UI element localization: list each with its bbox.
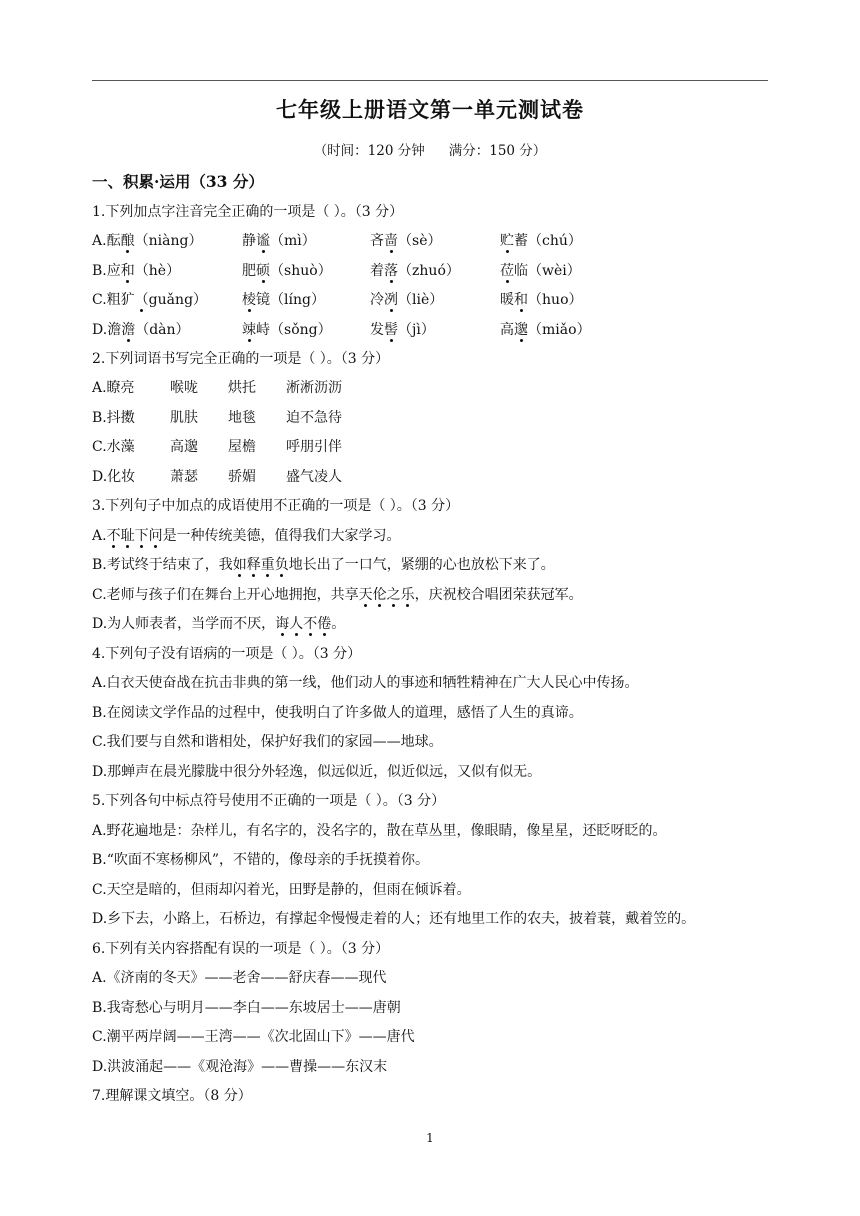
q1-stem: 1.下列加点字注音完全正确的一项是（ ）。（3 分） bbox=[92, 204, 404, 220]
q1-a-4: 贮蓄（chú） bbox=[500, 233, 582, 249]
emphasis-char: 如 bbox=[232, 557, 247, 573]
q1-b-2: 肥硕（shuò） bbox=[242, 263, 332, 279]
emphasis-char: 之 bbox=[386, 587, 401, 603]
q5-option-a: A.野花遍地是：杂样儿，有名字的，没名字的，散在草丛里，像眼睛，像星星，还眨呀眨的。 bbox=[92, 823, 667, 839]
emphasis-char: 释 bbox=[246, 557, 261, 573]
q1-c-4: 暖和（huo） bbox=[500, 292, 583, 308]
q2-a-1: A.瞭亮 bbox=[92, 380, 135, 396]
q3-c-rest: ，庆祝校合唱团荣获冠军。 bbox=[414, 587, 583, 603]
emphasis-char: 人 bbox=[289, 616, 304, 632]
q2-option-b bbox=[92, 408, 406, 428]
emphasis-char: 乐 bbox=[400, 587, 415, 603]
q6-option-b: B.我寄愁心与明月——李白——东坡居士——唐朝 bbox=[92, 1000, 401, 1016]
q2-c-1: C.水藻 bbox=[92, 439, 135, 455]
q3-b-prefix: B.考试终于结束了，我 bbox=[92, 557, 233, 573]
q3-option-c bbox=[92, 585, 583, 605]
q3-b-idiom bbox=[233, 557, 289, 573]
q6-option-c: C.潮平两岸阔——王湾——《次北固山下》——唐代 bbox=[92, 1029, 415, 1045]
exam-score: 满分：150 分） bbox=[448, 143, 547, 159]
q5-option-b: B.“吹面不寒杨柳风”，不错的，像母亲的手抚摸着你。 bbox=[92, 852, 430, 868]
emphasis-char: 问 bbox=[148, 528, 163, 544]
emphasis-char: 伦 bbox=[372, 587, 387, 603]
q2-a-3: 烘托 bbox=[228, 380, 256, 396]
q2-stem: 2.下列词语书写完全正确的一项是（ ）。（3 分） bbox=[92, 351, 390, 367]
q3-a-idiom bbox=[107, 528, 163, 544]
q2-option-a bbox=[92, 378, 406, 398]
q1-d-3: 发髻（jì） bbox=[370, 322, 435, 338]
emphasis-char: 棱 bbox=[242, 292, 256, 308]
q4-option-c: C.我们要与自然和谐相处，保护好我们的家园——地球。 bbox=[92, 734, 443, 750]
q4-stem: 4.下列句子没有语病的一项是（ ）。（3 分） bbox=[92, 646, 362, 662]
q2-d-1: D.化妆 bbox=[92, 469, 136, 485]
emphasis-char: 倦 bbox=[317, 616, 332, 632]
header-rule bbox=[92, 80, 768, 81]
q1-option-c bbox=[92, 290, 583, 310]
q5-stem: 5.下列各句中标点符号使用不正确的一项是（ ）。（3 分） bbox=[92, 793, 446, 809]
emphasis-char: 天 bbox=[358, 587, 373, 603]
q1-a-3: 吝啬（sè） bbox=[370, 233, 442, 249]
emphasis-char: 不 bbox=[106, 528, 121, 544]
q3-d-rest: 。 bbox=[331, 616, 346, 632]
emphasis-char: 邈 bbox=[514, 322, 528, 338]
q3-d-idiom bbox=[275, 616, 331, 632]
q2-b-1: B.抖擞 bbox=[92, 410, 135, 426]
q1-c-1: C.粗犷（guǎng） bbox=[92, 292, 208, 308]
q2-c-2: 高邈 bbox=[170, 439, 198, 455]
q1-d-4: 高邈（miǎo） bbox=[500, 322, 591, 338]
emphasis-char: 硕 bbox=[256, 263, 270, 279]
emphasis-char: 竦 bbox=[242, 322, 256, 338]
q2-option-c bbox=[92, 437, 406, 457]
section-heading: 一、积累·运用（33 分） bbox=[92, 172, 264, 191]
q3-stem: 3.下列句子中加点的成语使用不正确的一项是（ ）。（3 分） bbox=[92, 498, 460, 514]
q3-a-rest: 是一种传统美德，值得我们大家学习。 bbox=[162, 528, 401, 544]
q5-option-c: C.天空是暗的，但雨却闪着光，田野是静的，但雨在倾诉着。 bbox=[92, 882, 471, 898]
emphasis-char: 谧 bbox=[256, 233, 270, 249]
q2-c-4: 呼朋引伴 bbox=[286, 439, 342, 455]
q1-d-2: 竦峙（sǒng） bbox=[242, 322, 332, 338]
q2-a-2: 喉咙 bbox=[170, 380, 198, 396]
emphasis-char: 耻 bbox=[120, 528, 135, 544]
emphasis-char: 贮 bbox=[500, 233, 514, 249]
emphasis-char: 落 bbox=[384, 263, 398, 279]
emphasis-char: 和 bbox=[120, 263, 135, 279]
q2-d-4: 盛气凌人 bbox=[286, 469, 342, 485]
q3-c-idiom bbox=[359, 587, 415, 603]
q3-c-prefix: C.老师与孩子们在舞台上开心地拥抱，共享 bbox=[92, 587, 359, 603]
q2-b-4: 迫不急待 bbox=[286, 410, 342, 426]
q1-c-2: 棱镜（líng） bbox=[242, 292, 325, 308]
exam-time: （时间：120 分钟 bbox=[313, 143, 425, 159]
emphasis-char: 酿 bbox=[120, 233, 135, 249]
q7-stem: 7.理解课文填空。（8 分） bbox=[92, 1088, 252, 1104]
emphasis-char: 和 bbox=[514, 292, 528, 308]
q4-option-d: D.那蝉声在晨光朦胧中很分外轻逸，似远似近，似近似远，又似有似无。 bbox=[92, 764, 542, 780]
q2-b-2: 肌肤 bbox=[170, 410, 198, 426]
q1-option-d bbox=[92, 320, 591, 340]
q1-c-3: 冷冽（liè） bbox=[370, 292, 444, 308]
page-number: 1 bbox=[426, 1131, 434, 1145]
emphasis-char: 负 bbox=[274, 557, 289, 573]
q2-d-3: 骄媚 bbox=[228, 469, 256, 485]
q3-option-b bbox=[92, 555, 555, 575]
q4-option-b: B.在阅读文学作品的过程中，使我明白了许多做人的道理，感悟了人生的真谛。 bbox=[92, 705, 583, 721]
q2-b-3: 地毯 bbox=[228, 410, 256, 426]
q3-option-d bbox=[92, 614, 345, 634]
emphasis-char: 髻 bbox=[384, 322, 398, 338]
q6-stem: 6.下列有关内容搭配有误的一项是（ ）。（3 分） bbox=[92, 941, 390, 957]
q3-b-rest: 地长出了一口气，紧绷的心也放松下来了。 bbox=[288, 557, 555, 573]
q2-c-3: 屋檐 bbox=[228, 439, 256, 455]
q1-b-3: 着落（zhuó） bbox=[370, 263, 460, 279]
q6-option-a: A.《济南的冬天》——老舍——舒庆春——现代 bbox=[92, 970, 387, 986]
q1-option-a bbox=[92, 231, 582, 251]
q2-d-2: 萧瑟 bbox=[170, 469, 198, 485]
q6-option-d: D.洪波涌起——《观沧海》——曹操——东汉末 bbox=[92, 1059, 388, 1075]
emphasis-char: 啬 bbox=[384, 233, 398, 249]
q2-a-4: 淅淅沥沥 bbox=[286, 380, 342, 396]
emphasis-char: 冽 bbox=[384, 292, 398, 308]
exam-info bbox=[0, 139, 860, 159]
q1-a-2: 静谧（mì） bbox=[242, 233, 316, 249]
q1-b-1: B.应和（hè） bbox=[92, 263, 181, 279]
q2-option-d bbox=[92, 467, 406, 487]
q5-option-d: D.乡下去，小路上，石桥边，有撑起伞慢慢走着的人；还有地里工作的农夫，披着蓑，戴着笠的。 bbox=[92, 911, 696, 927]
emphasis-char: 不 bbox=[303, 616, 318, 632]
emphasis-char: 澹 bbox=[121, 322, 136, 338]
q3-d-prefix: D.为人师表者，当学而不厌， bbox=[92, 616, 276, 632]
emphasis-char: 诲 bbox=[275, 616, 290, 632]
q1-d-1: D.澹澹（dàn） bbox=[92, 322, 190, 338]
emphasis-char: 重 bbox=[260, 557, 275, 573]
q3-a-prefix: A. bbox=[92, 528, 107, 544]
q1-option-b bbox=[92, 261, 581, 281]
q3-option-a bbox=[92, 526, 401, 546]
emphasis-char: 莅 bbox=[500, 263, 514, 279]
q1-a-1: A.酝酿（niàng） bbox=[92, 233, 203, 249]
q4-option-a: A.白衣天使奋战在抗击非典的第一线，他们动人的事迹和牺牲精神在广大人民心中传扬。 bbox=[92, 675, 639, 691]
emphasis-char: 下 bbox=[134, 528, 149, 544]
page-title: 七年级上册语文第一单元测试卷 bbox=[276, 97, 584, 122]
emphasis-char: （ bbox=[134, 292, 149, 308]
q1-b-4: 莅临（wèi） bbox=[500, 263, 581, 279]
